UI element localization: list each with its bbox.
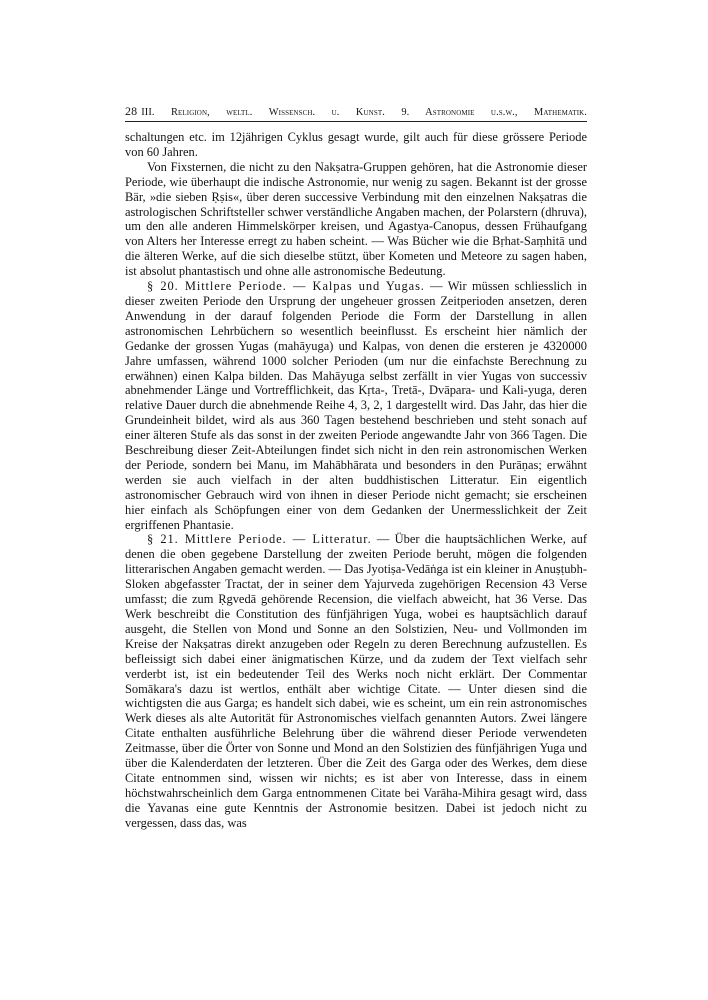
paragraph-fixed-stars (125, 160, 587, 279)
paragraph-text: — Über die hauptsächlichen Werke, auf denen die oben gegebene Darstellung der zweiten Periode beruht, mögen die folgenden litterarischen Angaben gemacht werden. — Das Jyotiṣa-Vedāṅga ist ein kleiner in Anuṣṭubh-Sloken abgefasster Tractat, der in seiner dem Yajurveda zugehörigen Recension 43 Verse umfasst; die zum Ṛgvedā gehörende Recension, die vielfach abweicht, hat 36 Verse. Das Werk beschreibt die Constitution des fünfjährigen Yuga, wobei es hauptsächlich darauf ausgeht, die Stellen von Mond und Sonne an den Solstizien, Neu- und Vollmonden im Kreise der Nakṣatras direkt anzugeben oder Regeln zu deren Berechnung aufzustellen. Es befleissigt sich dabei einer änigmatischen Kürze, und da zudem der Text vielfach sehr verderbt ist, ist ein bedeutender Teil des Werks noch nicht erklärt. Der Commentar Somākara's dazu ist wertlos, enthält aber wichtige Citate. — Unter diesen sind die wichtigsten die aus Garga; es handelt sich dabei, wie es scheint, um ein rein astronomisches Werk dieses als alte Autorität für Astronomisches vielfach genannten Autors. Zwei längere Citate enthalten ausführliche Belehrung über die während dieser Periode verwendeten Zeitmasse, über die Örter von Sonne und Mond an den Solstizien des fünfjährigen Yuga und über die Kalenderdaten der letzteren. Über die Zeit des Garga oder des Werkes, dem diese Citate entnommen sind, wissen wir nichts; es ist aber von Interesse, dass in einem höchstwahrscheinlich dem Garga entnommenen Citate bei Varāha-Mihira gesagt wird, dass die Yavanas eine gute Kenntnis der Astronomie besitzen. Dabei ist jedoch nicht zu vergessen, dass das, was (125, 532, 587, 830)
paragraph-text: Von Fixsternen, die nicht zu den Nakṣatra-Gruppen gehören, hat die Astronomie dieser Periode, wie überhaupt die indische Astronomie, nur wenig zu sagen. Bekannt ist der grosse Bär, »die sieben Ṛṣis«, über deren successive Verbindung mit den einzelnen Nakṣatras die astrologischen Schriftsteller schwer verständliche Angaben machen, der Polarstern (dhruva), um den alle anderen Himmelskörper kreisen, und Agastya-Canopus, dessen Frühaufgang von Alters her Interesse erregt zu haben scheint. — Was Bücher wie die Bṛhat-Saṃhitā und die älteren Werke, auf die sich dieselbe stützt, über Kometen und Meteore zu sagen haben, ist absolut phantastisch und ohne alle astronomische Bedeutung. (125, 159, 587, 279)
paragraph-text: — Wir müssen schliesslich in dieser zweiten Periode den Ursprung der ungeheuer grossen Zeitperioden ansetzen, deren Anwendung in der darauf folgenden Periode die Form der Darstellung in allen astronomischen Lehrbüchern so wesentlich beeinflusst. Es erscheint hier nämlich der Gedanke der grossen Yugas (mahāyuga) und Kalpas, von denen die ersteren je 4320000 Jahre umfassen, während 1000 solcher Perioden (um nur die einfachste Berechnung zu erwähnen) einen Kalpa bilden. Das Mahāyuga selbst zerfällt in vier Yugas von successiv abnehmender Länge und Vortrefflichkeit, das Kṛta-, Tretā-, Dvāpara- und Kali-yuga, deren relative Dauer durch die abnehmende Reihe 4, 3, 2, 1 dargestellt wird. Das Jahr, das hier die Grundeinheit bildet, wird als aus 360 Tagen bestehend beschrieben und steht sonach auf einer älteren Stufe als das sonst in der zweiten Periode angewandte Jahr von 366 Tagen. Die Beschreibung dieser Zeit-Abteilungen findet sich nicht in den rein astronomischen Werken der Periode, sondern bei Manu, im Mahābhārata und besonders in den Purāṇas; erwähnt werden sie auch vielfach in der alten buddhistischen Litteratur. Ein eigentlich astronomischer Gebrauch wird von ihnen in dieser Periode nicht gemacht; sie erscheinen hier einfach als Schöpfungen einer von dem Gedanken der Unermesslichkeit der Zeit ergriffenen Phantasie. (125, 279, 587, 532)
section-21-paragraph (125, 532, 587, 830)
running-head (125, 104, 587, 122)
section-20-paragraph (125, 279, 587, 532)
page-number: 28 (125, 104, 138, 118)
running-head-title: III. Religion, weltl. Wissensch. u. Kunst. 9. Astronomie u.s.w., Mathematik. (141, 107, 587, 118)
book-page (125, 104, 587, 831)
section-21-heading: § 21. Mittlere Periode. — Litteratur. (147, 532, 372, 547)
section-20-heading: § 20. Mittlere Periode. — Kalpas und Yugas. (147, 279, 425, 294)
paragraph-text: schaltungen etc. im 12jährigen Cyklus gesagt wurde, gilt auch für diese grössere Periode von 60 Jahren. (125, 130, 587, 159)
body-text (125, 130, 587, 831)
paragraph-continuation (125, 130, 587, 160)
